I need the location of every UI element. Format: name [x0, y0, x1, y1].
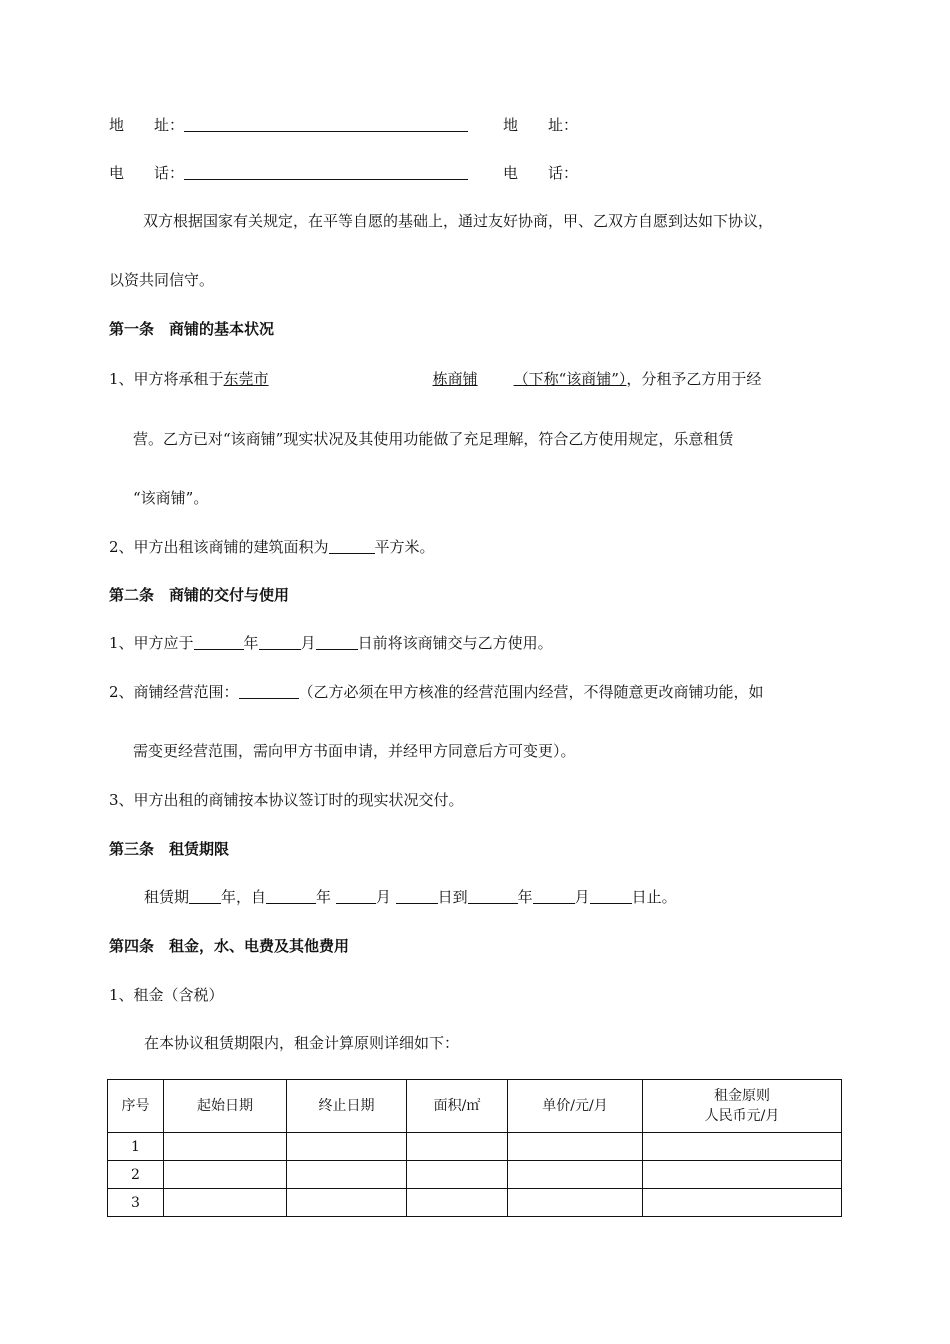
- phone-row: [109, 163, 468, 183]
- unit-price-cell[interactable]: [508, 1133, 643, 1161]
- article-1-item-1-prefix: 1、甲方将承租于: [109, 370, 224, 388]
- header-area: 面积/㎡: [407, 1080, 508, 1133]
- rent-cell[interactable]: [643, 1133, 842, 1161]
- header-start-date: 起始日期: [164, 1080, 287, 1133]
- article-1-item-1-suffix: ，分租予乙方用于经: [626, 370, 762, 388]
- start-date-cell[interactable]: [164, 1189, 287, 1217]
- unit-price-cell[interactable]: [508, 1189, 643, 1217]
- end-month-blank[interactable]: [533, 887, 575, 904]
- end-year-blank[interactable]: [468, 887, 518, 904]
- header-index: 序号: [108, 1080, 164, 1133]
- start-date-cell[interactable]: [164, 1161, 287, 1189]
- table-row: [108, 1161, 842, 1189]
- address-blank-party-a[interactable]: [184, 115, 468, 132]
- article-2-item-1: [109, 633, 553, 653]
- article-1-item-2: [109, 537, 435, 557]
- delivery-suffix: 日前将该商铺交与乙方使用。: [357, 634, 553, 652]
- article-2-item-2: [109, 682, 764, 702]
- delivery-year-unit: 年: [243, 634, 259, 652]
- intro-line-2: 以资共同信守。: [109, 271, 215, 289]
- end-day-suffix: 日止。: [631, 888, 677, 906]
- end-date-cell[interactable]: [287, 1189, 407, 1217]
- header-rent-principle-line-1: 租金原则: [714, 1088, 770, 1104]
- start-year-blank[interactable]: [266, 887, 316, 904]
- article-4-heading: 第四条 租金，水、电费及其他费用: [109, 937, 350, 955]
- article-1-heading: 第一条 商铺的基本状况: [109, 320, 275, 338]
- article-2-item-2-line-2: 需变更经营范围，需向甲方书面申请，并经甲方同意后方可变更）。: [133, 742, 576, 760]
- area-cell[interactable]: [407, 1133, 508, 1161]
- business-scope-label: 2、商铺经营范围：: [109, 683, 239, 701]
- lease-term-label: 租赁期: [144, 888, 190, 906]
- area-cell[interactable]: [407, 1189, 508, 1217]
- end-day-blank[interactable]: [590, 887, 632, 904]
- delivery-month-unit: 月: [300, 634, 316, 652]
- rent-cell[interactable]: [643, 1189, 842, 1217]
- area-unit: 平方米。: [374, 538, 435, 556]
- start-date-cell[interactable]: [164, 1133, 287, 1161]
- table-header-row: [108, 1080, 842, 1133]
- lease-years-blank[interactable]: [189, 887, 221, 904]
- intro-line-1: 双方根据国家有关规定，在平等自愿的基础上，通过友好协商，甲、乙双方自愿到达如下协议，: [143, 212, 774, 230]
- unit-price-cell[interactable]: [508, 1161, 643, 1189]
- article-2-item-3: 3、甲方出租的商铺按本协议签订时的现实状况交付。: [109, 791, 464, 809]
- end-month-unit: 月: [574, 888, 590, 906]
- rent-table: [107, 1079, 842, 1217]
- start-month-blank[interactable]: [336, 887, 376, 904]
- delivery-label: 1、甲方应于: [109, 634, 194, 652]
- article-1-item-1-line-3: “该商铺”。: [133, 489, 209, 507]
- rent-label: 1、租金（含税）: [109, 986, 224, 1004]
- article-1-item-1: [109, 369, 761, 389]
- delivery-day-blank[interactable]: [316, 633, 358, 650]
- end-date-cell[interactable]: [287, 1161, 407, 1189]
- lease-term-line: [144, 887, 677, 907]
- row-index: 3: [108, 1189, 164, 1217]
- header-unit-price: 单价/元/月: [508, 1080, 643, 1133]
- delivery-month-blank[interactable]: [259, 633, 301, 650]
- address-label-party-a: 地 址：: [109, 116, 185, 134]
- city-value: 东莞市: [223, 370, 269, 388]
- address-row: [109, 115, 468, 135]
- business-scope-note: （乙方必须在甲方核准的经营范围内经营，不得随意更改商铺功能，如: [298, 683, 764, 701]
- table-row: [108, 1189, 842, 1217]
- phone-label-party-b: 电 话：: [503, 164, 579, 182]
- start-day-blank[interactable]: [396, 887, 438, 904]
- address-label-party-b: 地 址：: [503, 116, 579, 134]
- row-index: 2: [108, 1161, 164, 1189]
- lease-from-label: 年，自: [221, 888, 267, 906]
- start-month-unit: 月: [375, 888, 396, 906]
- rent-cell[interactable]: [643, 1161, 842, 1189]
- shop-alias-note: （下称“该商铺”）: [513, 370, 627, 388]
- table-row: [108, 1133, 842, 1161]
- article-3-heading: 第三条 租赁期限: [109, 840, 230, 858]
- phone-label-party-a: 电 话：: [109, 164, 185, 182]
- row-index: 1: [108, 1133, 164, 1161]
- area-cell[interactable]: [407, 1161, 508, 1189]
- city-field[interactable]: [224, 370, 627, 388]
- start-day-to-label: 日到: [437, 888, 468, 906]
- header-end-date: 终止日期: [287, 1080, 407, 1133]
- end-year-unit: 年: [517, 888, 533, 906]
- end-date-cell[interactable]: [287, 1133, 407, 1161]
- area-blank[interactable]: [329, 537, 375, 554]
- phone-blank-party-a[interactable]: [184, 163, 468, 180]
- header-rent-principle-line-2: 人民币元/月: [704, 1108, 780, 1124]
- delivery-year-blank[interactable]: [194, 633, 244, 650]
- building-value: 栋商铺: [432, 370, 478, 388]
- article-1-item-1-line-2: 营。乙方已对“该商铺”现实状况及其使用功能做了充足理解，符合乙方使用规定，乐意租赁: [133, 430, 734, 448]
- header-rent-principle: [643, 1080, 842, 1133]
- rent-description: 在本协议租赁期限内，租金计算原则详细如下：: [144, 1034, 460, 1052]
- article-2-heading: 第二条 商铺的交付与使用: [109, 586, 290, 604]
- start-year-unit: 年: [316, 888, 336, 906]
- business-scope-blank[interactable]: [239, 682, 299, 699]
- area-label: 2、甲方出租该商铺的建筑面积为: [109, 538, 329, 556]
